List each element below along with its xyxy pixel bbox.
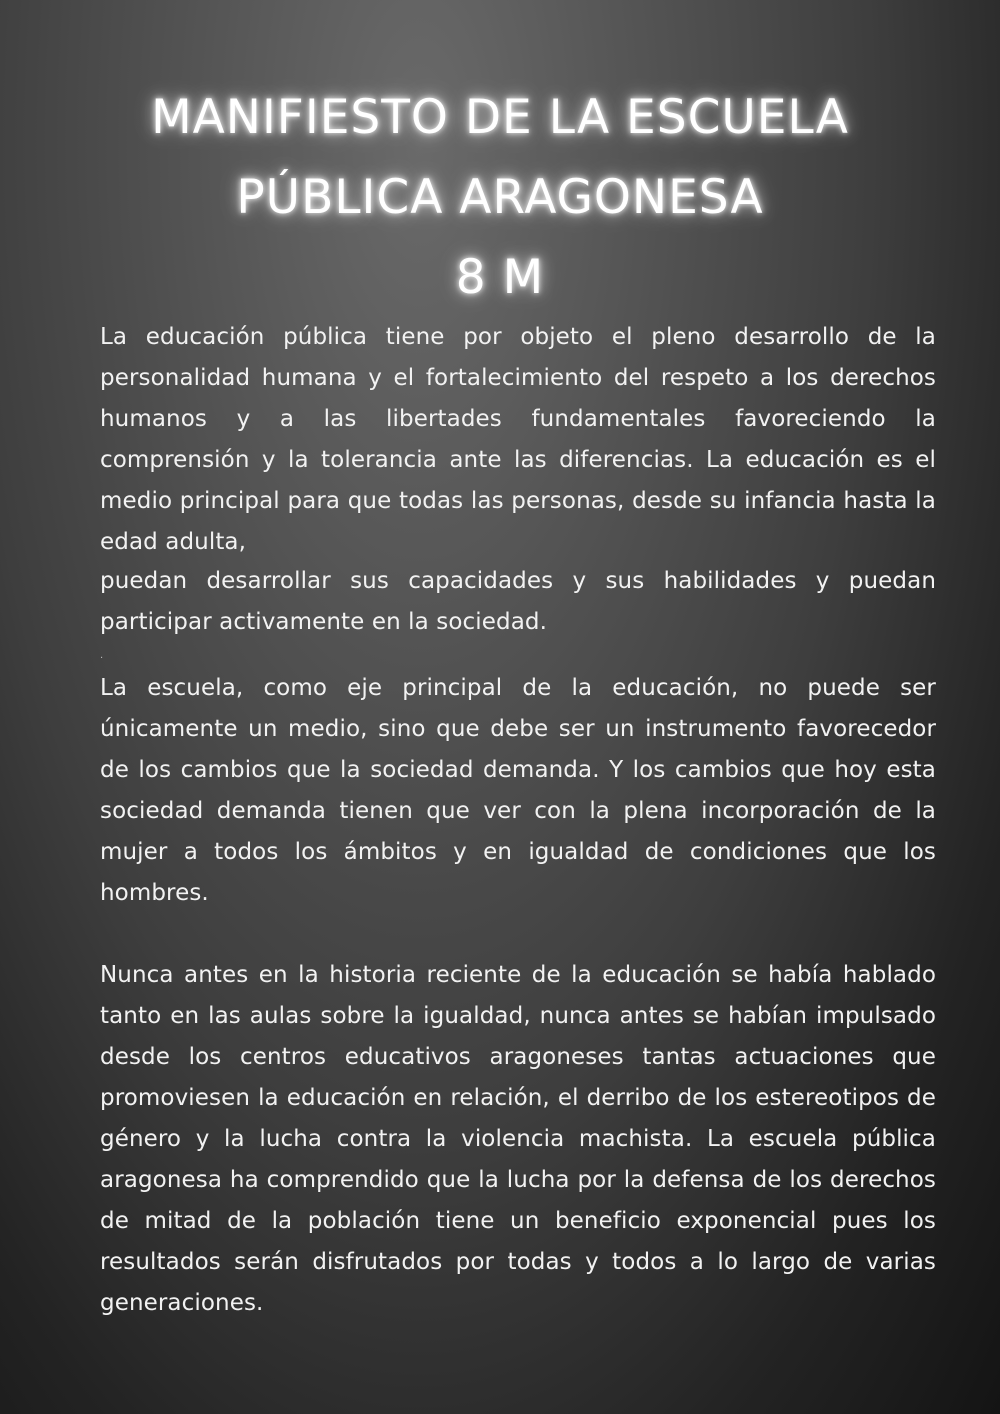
paragraph-school-role: La escuela, como eje principal de la educación, no puede ser únicamente un medio, sino que debe ser un instrumento favorecedor de los cambios que la sociedad demanda. Y los cambios que hoy esta sociedad demanda tienen que ver con la plena incorporación de la mujer a todos los ámbitos y en igualdad de condiciones que los hombres. [100, 675, 936, 906]
title-line-3: 8 M [455, 250, 545, 305]
page-title [0, 78, 1000, 318]
stray-dot: . [100, 650, 104, 661]
title-line-1: MANIFIESTO DE LA ESCUELA [151, 90, 849, 145]
paragraph-intro: La educación pública tiene por objeto el pleno desarrollo de la personalidad humana y el fortalecimiento del respeto a los derechos humanos y a las libertades fundamentales favoreciendo la comprensión y la tolerancia ante las diferencias. La educación es el medio principal para que todas las personas, desde su infancia hasta la edad adulta, [100, 324, 936, 555]
paragraph-intro-continued: puedan desarrollar sus capacidades y sus habilidades y puedan participar activamente en la sociedad. [100, 568, 936, 635]
paragraph-equality-history: Nunca antes en la historia reciente de la educación se había hablado tanto en las aulas sobre la igualdad, nunca antes se habían impulsado desde los centros educativos aragoneses tantas actuaciones que promoviesen la educación en relación, el derribo de los estereotipos de género y la lucha contra la violencia machista. La escuela pública aragonesa ha comprendido que la lucha por la defensa de los derechos de mitad de la población tiene un beneficio exponencial pues los resultados serán disfrutados por todas y todos a lo largo de varias generaciones. [100, 962, 936, 1316]
title-line-2: PÚBLICA ARAGONESA [236, 170, 764, 225]
